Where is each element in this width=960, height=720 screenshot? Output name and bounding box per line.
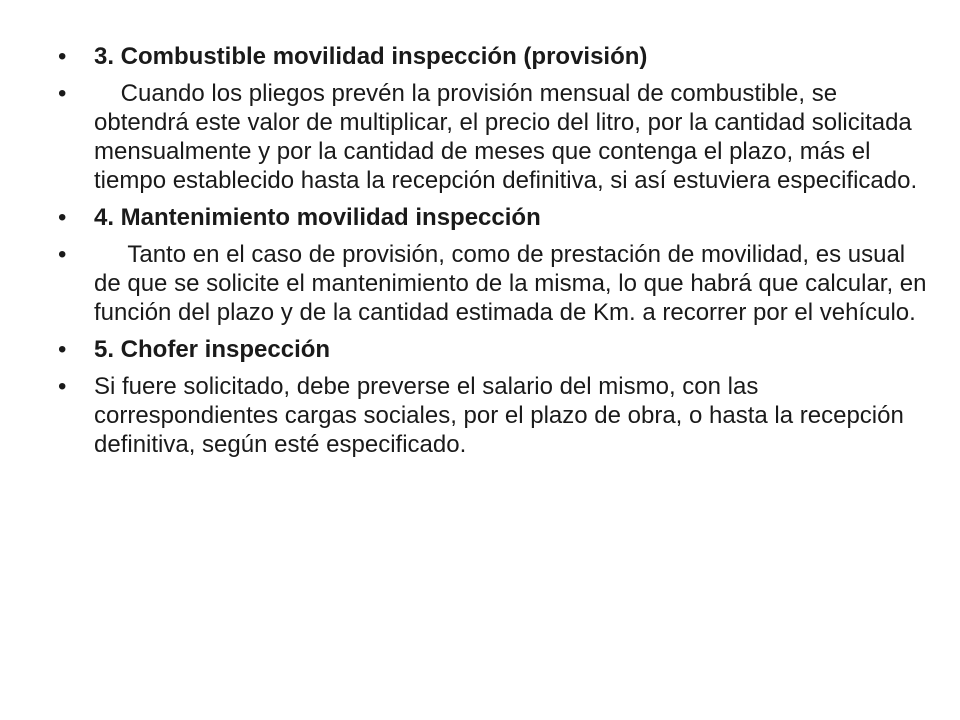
bullet-item-heading-mantenimiento [58, 203, 928, 232]
heading-chofer: 5. Chofer inspección [94, 336, 331, 363]
bullet-icon: • [58, 373, 67, 400]
bullet-item-paragraph-combustible [58, 79, 928, 195]
bullet-list [58, 42, 934, 467]
bullet-icon: • [58, 80, 67, 107]
bullet-icon: • [58, 336, 67, 363]
paragraph-mantenimiento: Tanto en el caso de provisión, como de prestación de movilidad, es usual de que se solicite el mantenimiento de la misma, lo que habrá que calcular, en función del plazo y de la cantidad estimada de Km. a recorrer por el vehículo. [94, 241, 934, 326]
bullet-item-paragraph-chofer [58, 372, 928, 459]
bullet-item-heading-combustible [58, 42, 928, 71]
heading-mantenimiento: 4. Mantenimiento movilidad inspección [94, 204, 541, 231]
bullet-icon: • [58, 43, 67, 70]
bullet-item-paragraph-mantenimiento [58, 240, 934, 327]
paragraph-chofer: Si fuere solicitado, debe preverse el salario del mismo, con las correspondientes cargas sociales, por el plazo de obra, o hasta la recepción definitiva, según esté especificado. [94, 373, 911, 458]
paragraph-combustible: Cuando los pliegos prevén la provisión mensual de combustible, se obtendrá este valor de multiplicar, el precio del litro, por la cantidad solicitada mensualmente y por la cantidad de meses que contenga el plazo, más el tiempo establecido hasta la recepción definitiva, si así estuviera especificado. [94, 80, 919, 194]
bullet-item-heading-chofer [58, 335, 928, 364]
heading-combustible: 3. Combustible movilidad inspección (provisión) [94, 43, 648, 70]
bullet-icon: • [58, 204, 67, 231]
bullet-icon: • [58, 241, 67, 268]
